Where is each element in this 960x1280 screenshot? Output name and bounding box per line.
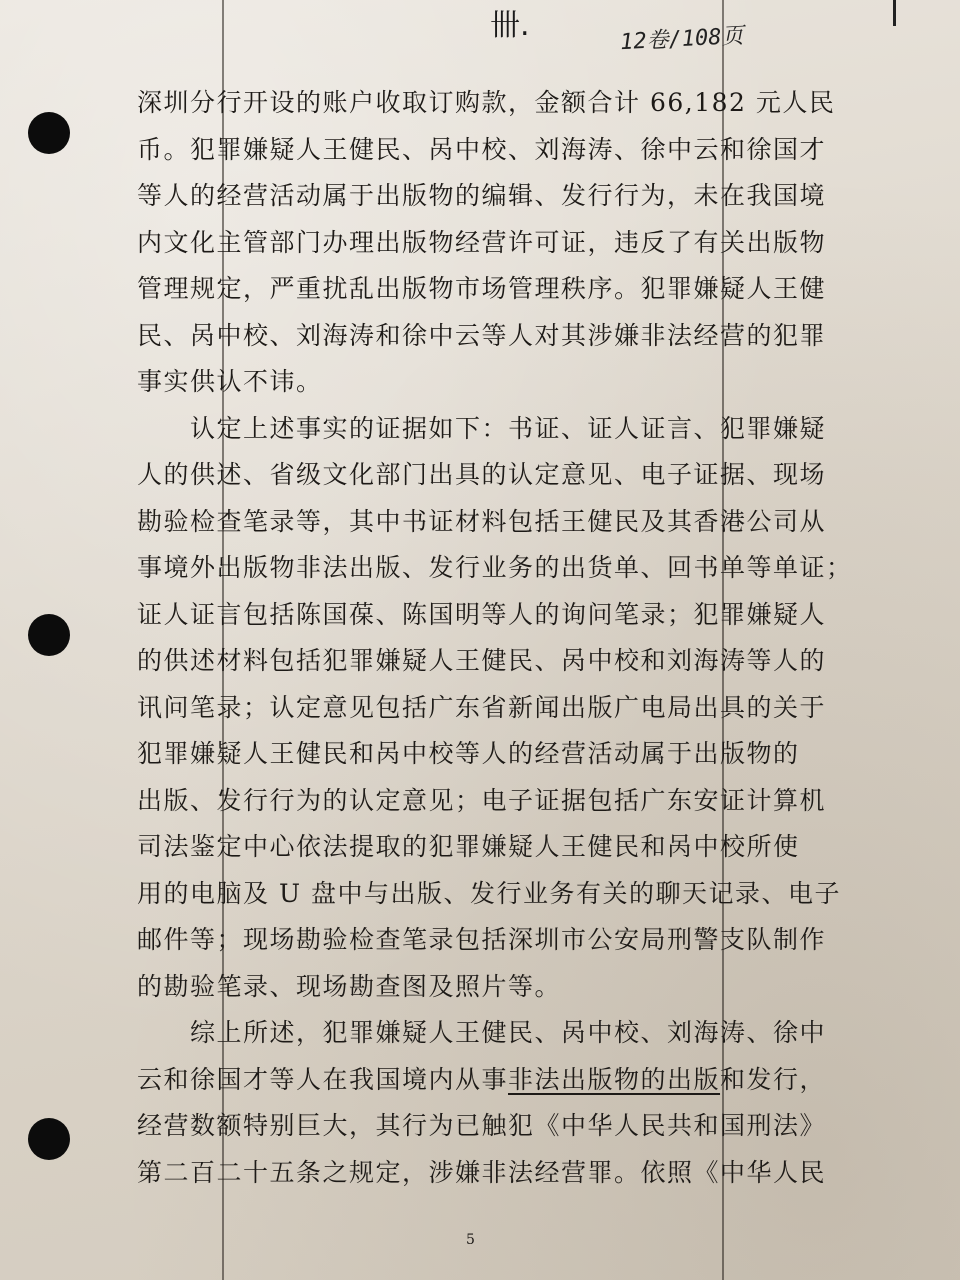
text-line: 犯罪嫌疑人王健民和呙中校等人的经营活动属于出版物的 xyxy=(137,739,800,768)
text-line: 出版、发行行为的认定意见；电子证据包括广东安证计算机 xyxy=(137,785,827,815)
body-text xyxy=(137,80,853,1196)
text-line: 经营数额特别巨大，其行为已触犯《中华人民共和国刑法》 xyxy=(137,1111,827,1140)
text-line: 综上所述，犯罪嫌疑人王健民、呙中校、刘海涛、徐中 xyxy=(137,1018,827,1047)
text-line: 认定上述事实的证据如下：书证、证人证言、犯罪嫌疑 xyxy=(137,413,827,443)
text-line-underlined xyxy=(137,1057,827,1104)
underline-after: 和发行， xyxy=(720,1064,827,1094)
punch-hole-top xyxy=(28,112,70,154)
text-line: 的勘验笔录、现场勘查图及照片等。 xyxy=(137,971,562,1001)
text-line: 民、呙中校、刘海涛和徐中云等人对其涉嫌非法经营的犯罪 xyxy=(137,320,827,350)
text-line: 第二百二十五条之规定，涉嫌非法经营罪。依照《中华人民 xyxy=(137,1157,827,1187)
header-scribble: 卌. xyxy=(490,8,530,43)
handwritten-volume-note: 12卷/108页 xyxy=(619,23,745,56)
text-line: 的供述材料包括犯罪嫌疑人王健民、呙中校和刘海涛等人的 xyxy=(137,646,827,675)
page-number: 5 xyxy=(466,1232,475,1248)
text-line: 事实供认不讳。 xyxy=(137,367,323,396)
punch-hole-middle xyxy=(28,614,70,656)
text-line: 等人的经营活动属于出版物的编辑、发行行为，未在我国境 xyxy=(137,181,827,210)
text-line: 讯问笔录；认定意见包括广东省新闻出版广电局出具的关于 xyxy=(137,692,827,722)
underlined-phrase: 非法出版物的出版 xyxy=(508,1064,721,1094)
text-line: 事境外出版物非法出版、发行业务的出货单、回书单等单证； xyxy=(137,553,853,582)
text-line: 用的电脑及 U 盘中与出版、发行业务有关的聊天记录、电子 xyxy=(137,878,841,908)
text-line: 内文化主管部门办理出版物经营许可证，违反了有关出版物 xyxy=(137,227,827,257)
text-line: 币。犯罪嫌疑人王健民、呙中校、刘海涛、徐中云和徐国才 xyxy=(137,134,827,164)
underline-before: 云和徐国才等人在我国境内从事 xyxy=(137,1064,509,1094)
text-line: 管理规定，严重扰乱出版物市场管理秩序。犯罪嫌疑人王健 xyxy=(137,274,827,303)
text-line: 司法鉴定中心依法提取的犯罪嫌疑人王健民和呙中校所使 xyxy=(137,832,800,861)
text-line: 深圳分行开设的账户收取订购款，金额合计 66,182 元人民 xyxy=(137,88,836,117)
edge-pen-mark xyxy=(893,0,896,26)
text-line: 人的供述、省级文化部门出具的认定意见、电子证据、现场 xyxy=(137,460,827,489)
text-line: 证人证言包括陈国葆、陈国明等人的询问笔录；犯罪嫌疑人 xyxy=(137,599,827,629)
text-line: 邮件等；现场勘验检查笔录包括深圳市公安局刑警支队制作 xyxy=(137,925,827,954)
text-line: 勘验检查笔录等，其中书证材料包括王健民及其香港公司从 xyxy=(137,506,827,536)
punch-hole-bottom xyxy=(28,1118,70,1160)
